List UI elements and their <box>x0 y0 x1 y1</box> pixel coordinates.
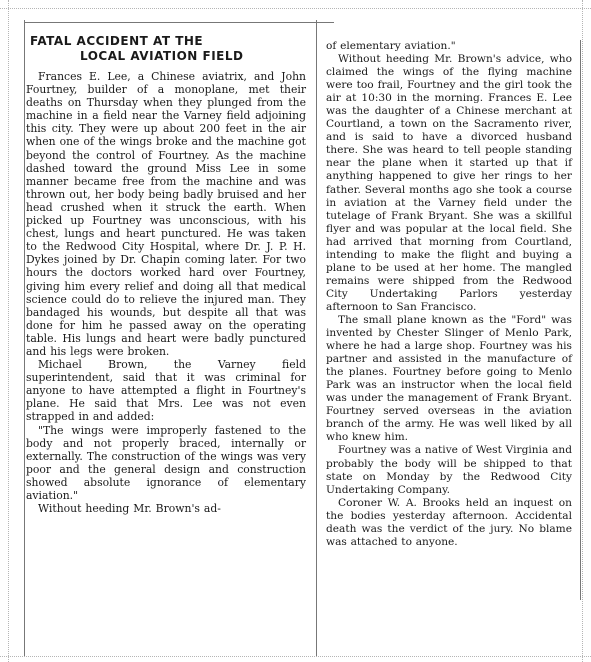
column-2-body <box>326 40 572 549</box>
paragraph: Coroner W. A. Brooks held an inquest on the bodies yesterday afternoon. Accidental death was the verdict of the jury. No blame was attached to anyone. <box>326 496 572 548</box>
headline-line-1: FATAL ACCIDENT AT THE <box>30 34 204 48</box>
top-rule <box>24 22 334 23</box>
paragraph: of elementary aviation." <box>326 40 456 52</box>
paragraph: Frances E. Lee, a Chinese aviatrix, and John Fourtney, builder of a monoplane, met their deaths on Thursday when they plunged from the machine in a field near the Varney field adjoining this city. They were up about 200 feet in the air when one of the wings broke and the machine got beyond the control of Fourtney. As the machine dashed toward the ground Miss Lee in some manner became free from the machine and was thrown out, her body being badly bruised and her head crushed when it struck the earth. When picked up Fourtney was unconscious, with his chest, lungs and heart punctured. He was taken to the Redwood City Hospital, where Dr. J. P. H. Dykes joined by Dr. Chapin coming later. For two hours the doctors worked hard over Fourtney, giving him every relief and doing all that medical science could do to relieve the injured man. They bandaged his wounds, but despite all that was done for him he passed away on the operating table. His lungs and heart were badly punctured and his legs were broken. <box>26 70 306 358</box>
paragraph: Michael Brown, the Varney field superintendent, said that it was criminal for anyone to have attempted a flight in Fourtney's plane. He said that Mrs. Lee was not even strapped in and added: <box>26 358 306 424</box>
right-rule <box>580 40 581 600</box>
dotted-guide <box>0 656 591 657</box>
paragraph: Without heeding Mr. Brown's ad- <box>38 502 221 516</box>
column-divider <box>316 20 317 656</box>
dotted-guide <box>582 0 583 662</box>
paragraph: Without heeding Mr. Brown's advice, who claimed the wings of the flying machine were too frail, Fourtney and the girl took the air at 10:30 in the morning. Frances E. Lee was the daughter of a Chinese merchant at Courtland, a town on the Sacramento river, and is said to have a divorced husband there. She was heard to tell people standing near the plane when it started up that if anything happened to give her rings to her father. Several months ago she took a course in aviation at the Varney field under the tutelage of Frank Bryant. She was a skillful flyer and was popular at the local field. She had arrived that morning from Courtland, intending to make the flight and buying a plane to be used at her home. The mangled remains were shipped from the Redwood City Undertaking Parlors yesterday afternoon to San Francisco. <box>326 53 572 313</box>
headline-line-2: LOCAL AVIATION FIELD <box>80 49 244 63</box>
paragraph: The small plane known as the "Ford" was invented by Chester Slinger of Menlo Park, where he had a large shop. Fourtney was his partner and assisted in the manufacture of the planes. Fourtney before going to Menlo Park was an instructor when the local field was under the management of Frank Bryant. Fourtney served overseas in the aviation branch of the army. He was well liked by all who knew him. <box>326 313 572 444</box>
paragraph: Fourtney was a native of West Virginia and probably the body will be shipped to that state on Monday by the Redwood City Undertaking Company. <box>326 444 572 496</box>
paragraph: "The wings were improperly fastened to the body and not properly braced, internally or externally. The construction of the wings was very poor and the general design and construction showed absolute ignorance of elementary aviation." <box>26 423 306 502</box>
column-1-body <box>26 70 306 515</box>
dotted-guide <box>0 8 591 9</box>
headline <box>30 34 306 64</box>
dotted-guide <box>8 0 9 662</box>
left-rule <box>24 20 25 656</box>
